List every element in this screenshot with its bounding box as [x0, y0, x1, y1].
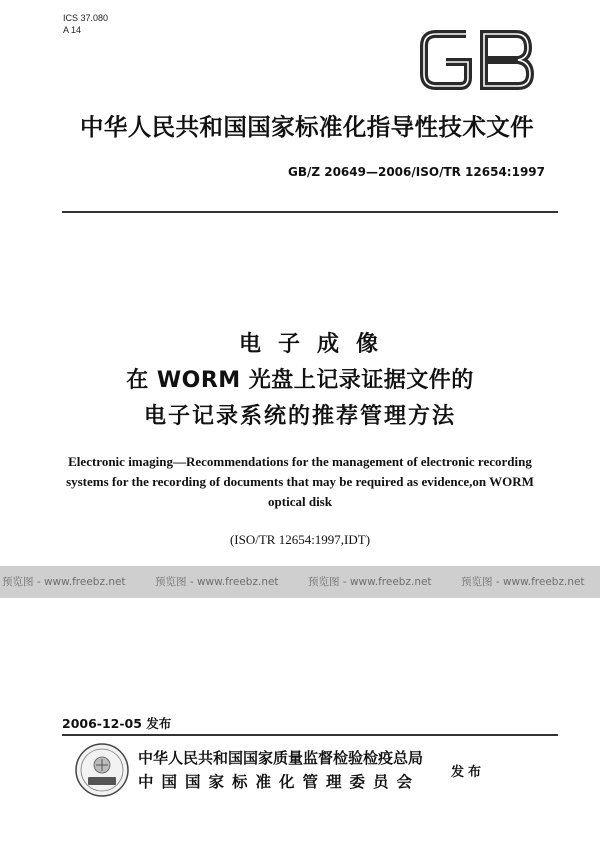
publish-label: 发布: [451, 765, 486, 780]
publish-date: 2006-12-05 发布: [62, 716, 172, 731]
watermark-text: 预览图 - www.freebz.net: [461, 576, 585, 588]
title-cn-line3: 电子记录系统的推荐管理方法: [143, 404, 456, 429]
anti-counterfeit-seal: [74, 742, 130, 798]
watermark-band: [0, 566, 600, 598]
issuer-aqsiq: 中华人民共和国国家质量监督检验检疫总局: [138, 749, 424, 767]
watermark-text: 预览图 - www.freebz.net: [308, 576, 432, 588]
title-en: Electronic imaging—Recommendations for the management of electronic recording systems for the recording of documents that may be required as evidence,on WORM optical disk: [66, 454, 534, 509]
gb-logo: [414, 20, 540, 100]
document-type-heading: 中华人民共和国国家标准化指导性技术文件: [79, 113, 535, 141]
watermark-text: 预览图 - www.freebz.net: [2, 576, 126, 588]
ccs-code: A 14: [63, 25, 82, 35]
classification-codes: [63, 12, 108, 36]
title-cn-line2: 在 WORM 光盘上记录证据文件的: [126, 368, 474, 393]
standard-number: GB/Z 20649—2006/ISO/TR 12654:1997: [287, 165, 545, 179]
idt-reference: (ISO/TR 12654:1997,IDT): [229, 532, 371, 547]
top-divider: [62, 211, 558, 213]
title-cn-line1: 电子成像: [238, 332, 395, 357]
watermark-text: 预览图 - www.freebz.net: [155, 576, 279, 588]
issuer-sac: 中国国家标准化管理委员会: [138, 773, 421, 791]
ics-code: ICS 37.080: [63, 13, 109, 23]
bottom-divider: [62, 734, 558, 736]
